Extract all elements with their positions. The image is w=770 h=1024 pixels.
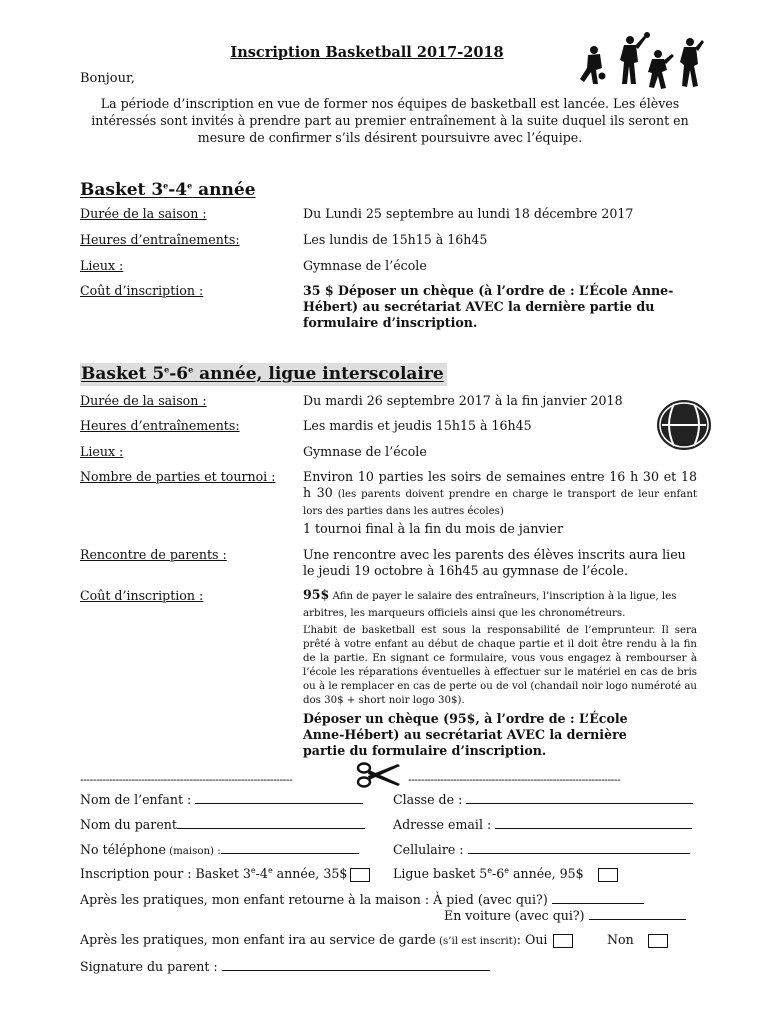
scissors-icon bbox=[356, 762, 402, 788]
s1-cost-label: Coût d’inscription : bbox=[80, 283, 204, 298]
form-row-child: Nom de l’enfant : bbox=[80, 791, 363, 807]
mobile-field[interactable] bbox=[468, 841, 690, 854]
section2-heading: Basket 5e-6e année, ligue interscolaire bbox=[80, 364, 447, 384]
s2-tournament-value: 1 tournoi final à la fin du mois de janvier bbox=[303, 521, 563, 536]
email-field[interactable] bbox=[495, 816, 692, 829]
form-row-grade: Classe de : bbox=[393, 791, 693, 807]
s1-place-label: Lieux : bbox=[80, 258, 124, 273]
parent-name-field[interactable] bbox=[177, 816, 365, 829]
form-row-daycare: Après les pratiques, mon enfant ira au service de garde (s’il est inscrit): Oui bbox=[80, 932, 573, 949]
daycare-no-checkbox[interactable] bbox=[648, 934, 668, 948]
s1-season-value: Du Lundi 25 septembre au lundi 18 décembre 2017 bbox=[303, 206, 634, 221]
walk-with-field[interactable] bbox=[552, 891, 644, 904]
s1-place-value: Gymnase de l’école bbox=[303, 258, 427, 273]
s2-place-label: Lieux : bbox=[80, 444, 124, 459]
cut-line-right: ------------------------------------------------------------------ bbox=[408, 773, 621, 786]
section1-heading: Basket 3e-4e année bbox=[80, 180, 256, 200]
form-row-parent: Nom du parent bbox=[80, 816, 365, 832]
page-title: Inscription Basketball 2017-2018 bbox=[230, 44, 504, 61]
s1-hours-label: Heures d’entraînements: bbox=[80, 232, 240, 247]
form-row-return-home: Après les pratiques, mon enfant retourne à la maison : À pied (avec qui?) bbox=[80, 891, 644, 907]
s2-meeting-label: Rencontre de parents : bbox=[80, 547, 227, 562]
basket-3-4-checkbox[interactable] bbox=[350, 868, 370, 882]
s1-season-label: Durée de la saison : bbox=[80, 206, 207, 221]
s2-deposit: Déposer un chèque (95$, à l’ordre de : L’École Anne-Hébert) au secrétariat AVEC la dernière partie du formulaire d’inscription. bbox=[303, 711, 628, 758]
s2-hours-value: Les mardis et jeudis 15h15 à 16h45 bbox=[303, 418, 532, 433]
form-row-mobile: Cellulaire : bbox=[393, 841, 690, 857]
s2-place-value: Gymnase de l’école bbox=[303, 444, 427, 459]
form-row-email: Adresse email : bbox=[393, 816, 692, 832]
child-name-field[interactable] bbox=[195, 791, 363, 804]
daycare-yes-checkbox[interactable] bbox=[553, 934, 573, 948]
form-row-signature: Signature du parent : bbox=[80, 958, 490, 974]
basketball-players-icon bbox=[572, 32, 712, 94]
form-row-by-car: En voiture (avec qui?) bbox=[444, 907, 686, 923]
s2-cost-value: 95$ Afin de payer le salaire des entraîneurs, l’inscription à la ligue, les arbitres, les marqueurs officiels ainsi que les chronométreurs. bbox=[303, 587, 677, 619]
s2-cost-label: Coût d’inscription : bbox=[80, 588, 204, 603]
s2-season-value: Du mardi 26 septembre 2017 à la fin janvier 2018 bbox=[303, 393, 623, 408]
form-row-daycare-no: Non bbox=[607, 932, 668, 948]
signature-field[interactable] bbox=[222, 958, 490, 971]
form-row-phone: No téléphone (maison) : bbox=[80, 841, 359, 859]
s2-meeting-value: Une rencontre avec les parents des élèves inscrits aura lieu le jeudi 19 octobre à 16h45 au gymnase de l’école. bbox=[303, 547, 686, 578]
s2-games-label: Nombre de parties et tournoi : bbox=[80, 469, 276, 484]
greeting: Bonjour, bbox=[80, 71, 135, 86]
phone-field[interactable] bbox=[221, 841, 359, 854]
s1-cost-value: 35 $ Déposer un chèque (à l’ordre de : L’École Anne-Hébert) au secrétariat AVEC la dernière partie du formulaire d’inscription. bbox=[303, 283, 674, 330]
form-row-league: Ligue basket 5e-6e année, 95$ bbox=[393, 866, 618, 882]
car-with-field[interactable] bbox=[589, 907, 686, 920]
form-row-signup: Inscription pour : Basket 3e-4e année, 35$ bbox=[80, 866, 370, 882]
s1-hours-value: Les lundis de 15h15 à 16h45 bbox=[303, 232, 488, 247]
uniform-note: L’habit de basketball est sous la responsabilité de l’emprunteur. Il sera prêté à votre enfant au début de chaque partie et il doit être rendu à la fin de la partie. En signant ce formulaire, vous vous engagez à rembourser à l’école les réparations éventuelles à effectuer sur le matériel en cas de bris ou à le remplacer en cas de perte ou de vol (chandail noir logo numéroté au dos 30$ + short noir logo 30$). bbox=[303, 625, 697, 706]
basket-5-6-checkbox[interactable] bbox=[598, 868, 618, 882]
grade-field[interactable] bbox=[466, 791, 693, 804]
s2-games-value: Environ 10 parties les soirs de semaines entre 16 h 30 et 18 h 30 (les parents doivent prendre en charge le transport de leur enfant lors des parties dans les autres écoles) bbox=[303, 469, 698, 517]
cut-line-left: ------------------------------------------------------------------ bbox=[80, 773, 293, 786]
s2-hours-label: Heures d’entraînements: bbox=[80, 418, 240, 433]
s2-season-label: Durée de la saison : bbox=[80, 393, 207, 408]
intro-paragraph: La période d’inscription en vue de former nos équipes de basketball est lancée. Les élèves intéressés sont invités à prendre part au premier entraînement à la suite duquel ils seront en mesure de confirmer s’ils désirent poursuivre avec l’équipe. bbox=[91, 96, 689, 145]
